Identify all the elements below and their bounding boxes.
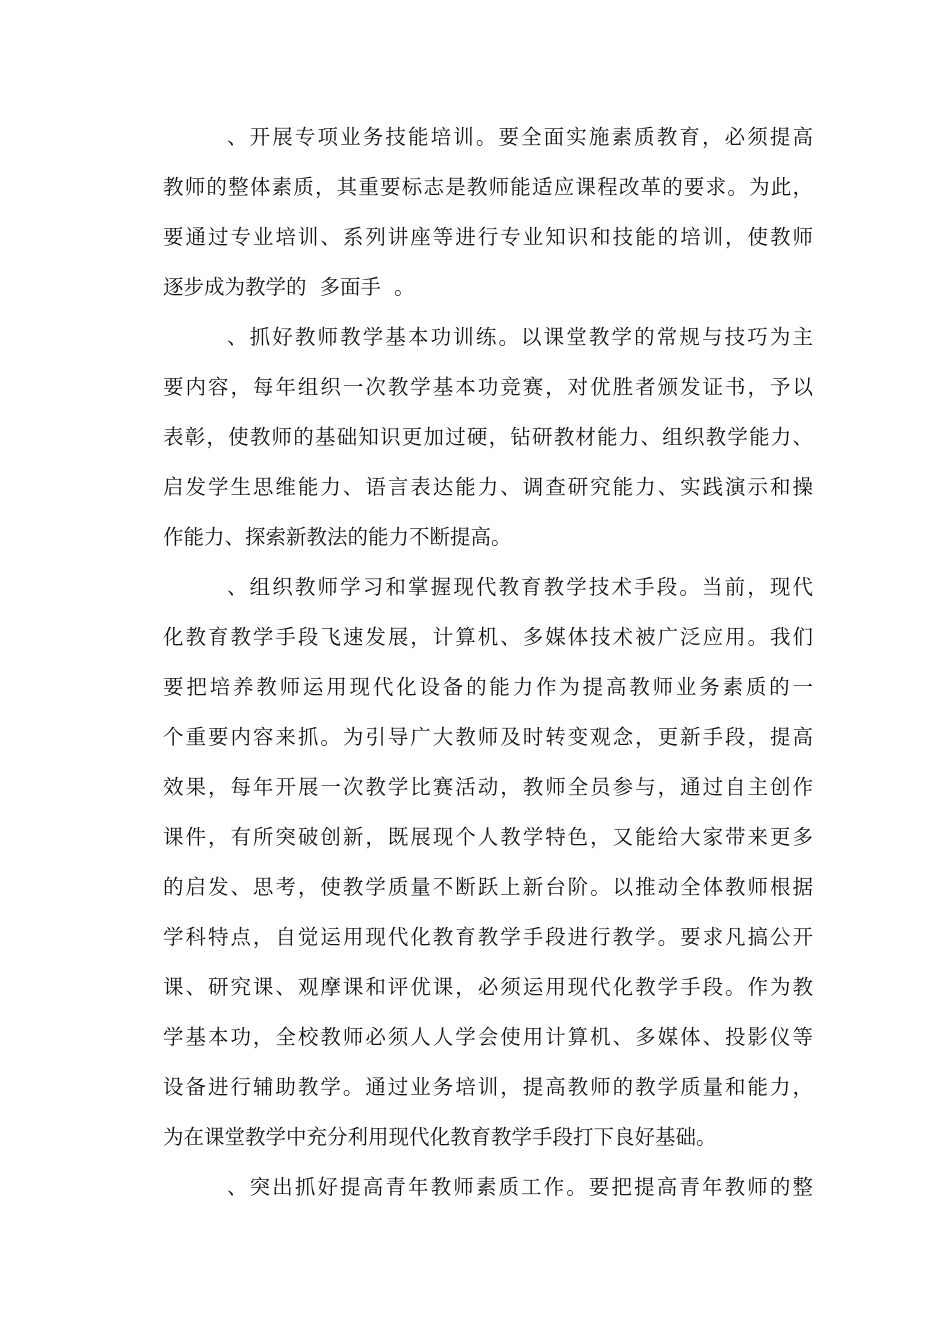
- document-body: [163, 112, 813, 1212]
- text-line: 要通过专业培训、系列讲座等进行专业知识和技能的培训，使教师: [163, 225, 813, 249]
- text-line: 要把培养教师运用现代化设备的能力作为提高教师业务素质的一: [163, 675, 813, 699]
- text-line: 要内容，每年组织一次教学基本功竞赛，对优胜者颁发证书，予以: [163, 375, 813, 399]
- text-line: 教师的整体素质，其重要标志是教师能适应课程改革的要求。为此，: [163, 175, 813, 199]
- paragraph-1: [163, 112, 813, 312]
- text-line: 个重要内容来抓。为引导广大教师及时转变观念，更新手段，提高: [163, 725, 813, 749]
- text-line: 学科特点，自觉运用现代化教育教学手段进行教学。要求凡搞公开: [163, 925, 813, 949]
- text-line: 学基本功，全校教师必须人人学会使用计算机、多媒体、投影仪等: [163, 1025, 813, 1049]
- text-line: 作能力、探索新教法的能力不断提高。: [163, 525, 512, 549]
- text-line: 课件，有所突破创新，既展现个人教学特色，又能给大家带来更多: [163, 825, 813, 849]
- text-line: 设备进行辅助教学。通过业务培训，提高教师的教学质量和能力，: [163, 1075, 813, 1099]
- text-line: 启发学生思维能力、语言表达能力、调查研究能力、实践演示和操: [163, 475, 813, 499]
- text-line: 效果，每年开展一次教学比赛活动，教师全员参与，通过自主创作: [163, 775, 813, 799]
- text-line: 、抓好教师教学基本功训练。以课堂教学的常规与技巧为主: [227, 325, 813, 349]
- text-line: 逐步成为教学的 多面手 。: [163, 275, 415, 299]
- paragraph-4: [163, 1162, 813, 1212]
- paragraph-3: [163, 562, 813, 1162]
- text-line: 为在课堂教学中充分利用现代化教育教学手段打下良好基础。: [163, 1125, 717, 1149]
- text-line: 化教育教学手段飞速发展，计算机、多媒体技术被广泛应用。我们: [163, 625, 813, 649]
- text-line: 、开展专项业务技能培训。要全面实施素质教育，必须提高: [227, 125, 813, 149]
- text-line: 课、研究课、观摩课和评优课，必须运用现代化教学手段。作为教: [163, 975, 813, 999]
- text-line: 的启发、思考，使教学质量不断跃上新台阶。以推动全体教师根据: [163, 875, 813, 899]
- text-line: 、突出抓好提高青年教师素质工作。要把提高青年教师的整: [227, 1175, 813, 1199]
- text-line: 表彰，使教师的基础知识更加过硬，钻研教材能力、组织教学能力、: [163, 425, 813, 449]
- text-line: 、组织教师学习和掌握现代教育教学技术手段。当前，现代: [227, 575, 813, 599]
- paragraph-2: [163, 312, 813, 562]
